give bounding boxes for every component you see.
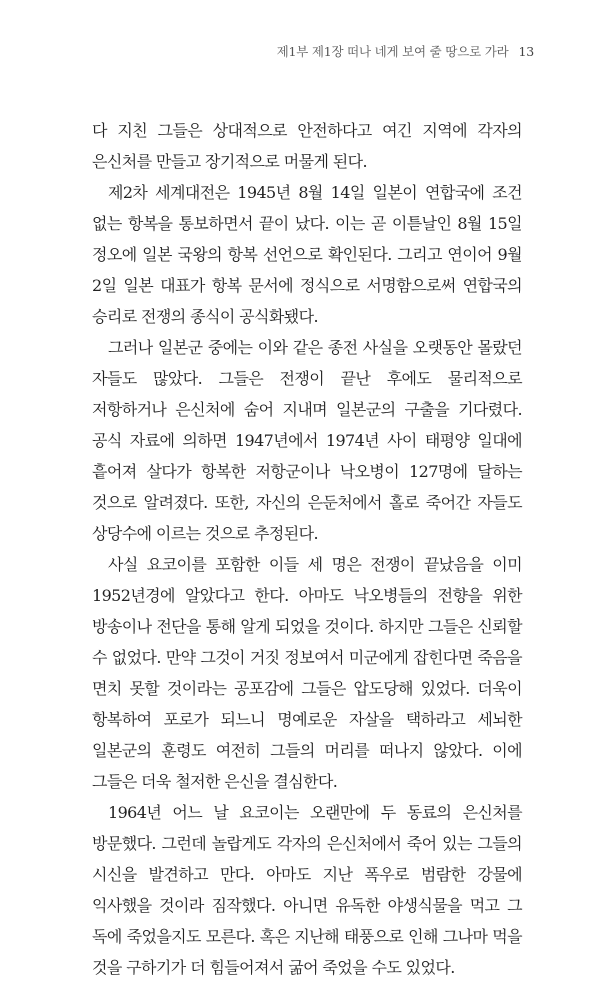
paragraph-holdouts: 그러나 일본군 중에는 이와 같은 종전 사실을 오랫동안 몰랐던 자들도 많았다. 그들은 전쟁이 끝난 후에도 물리적으로 저항하거나 은신처에 숨어 지내며 일본군의 구출을 기다렸다. 공식 자료에 의하면 1947년에서 1974년 사이 태평양 일대에 흩어져 살다가 항복한 저항군이나 낙오병이 127명에 달하는 것으로 알려졌다. 또한, 자신의 은둔처에서 홀로 죽어간 자들도 상당수에 이르는 것으로 추정된다. <box>92 338 522 543</box>
body-text <box>92 115 522 983</box>
paragraph-yokoi-knew: 사실 요코이를 포함한 이들 세 명은 전쟁이 끝났음을 이미 1952년경에 알았다고 한다. 아마도 낙오병들의 전향을 위한 방송이나 전단을 통해 알게 되었을 것이다. 하지만 그들은 신뢰할 수 없었다. 만약 그것이 거짓 정보여서 미군에게 잡힌다면 죽음을 면치 못할 것이라는 공포감에 그들은 압도당해 있었다. 더욱이 항복하여 포로가 되느니 명예로운 자살을 택하라고 세뇌한 일본군의 훈령도 여전히 그들의 머리를 떠나지 않았다. 이에 그들은 더욱 철저한 은신을 결심한다. <box>92 555 522 791</box>
paragraph-surrender: 제2차 세계대전은 1945년 8월 14일 일본이 연합국에 조건 없는 항복을 통보하면서 끝이 났다. 이는 곧 이튿날인 8월 15일 정오에 일본 국왕의 항복 선언으로 확인된다. 그리고 연이어 9월 2일 일본 대표가 항복 문서에 정식으로 서명함으로써 연합국의 승리로 전쟁의 종식이 공식화됐다. <box>92 183 522 326</box>
running-header <box>277 42 534 60</box>
running-title: 제1부 제1장 떠나 네게 보여 줄 땅으로 가라 <box>276 44 509 59</box>
paragraph-continued: 다 지친 그들은 상대적으로 안전하다고 여긴 지역에 각자의 은신처를 만들고 장기적으로 머물게 된다. <box>92 121 522 171</box>
paragraph-1964-visit: 1964년 어느 날 요코이는 오랜만에 두 동료의 은신처를 방문했다. 그런데 놀랍게도 각자의 은신처에서 죽어 있는 그들의 시신을 발견하고 만다. 아마도 지난 폭우로 범람한 강물에 익사했을 것이라 짐작했다. 아니면 유독한 야생식물을 먹고 그 독에 죽었을지도 모른다. 혹은 지난해 태풍으로 인해 그나마 먹을 것을 구하기가 더 힘들어져서 굶어 죽었을 수도 있었다. <box>92 803 522 977</box>
page-number: 13 <box>518 44 534 59</box>
